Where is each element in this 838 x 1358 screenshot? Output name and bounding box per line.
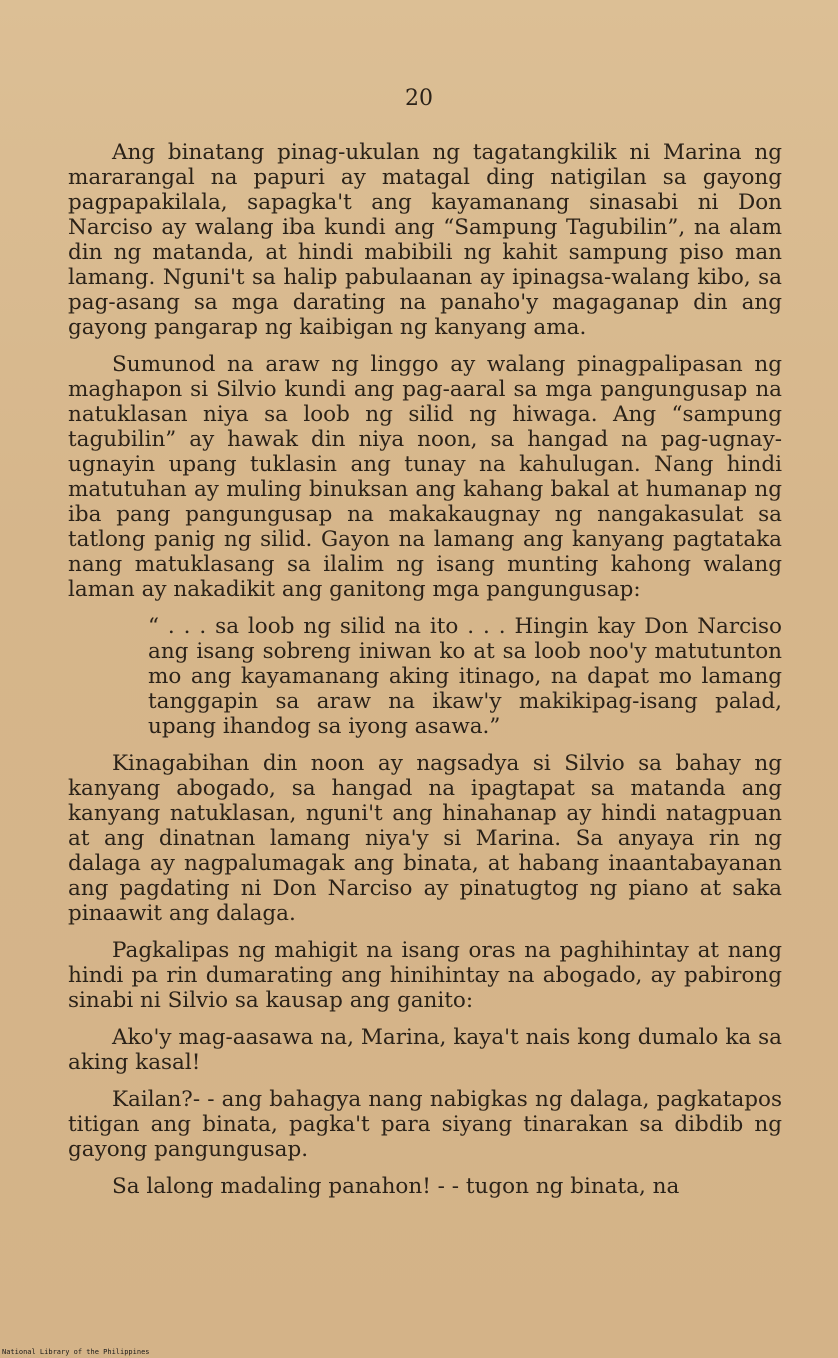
quoted-passage: “ . . . sa loob ng silid na ito . . . Hingin kay Don Narciso ang isang sobreng iniwan ko at sa loob noo'y matutunton mo ang kayamanang aking itinago, na dapat mo lamang tanggapin sa araw na ikaw'y makikipag-isang palad, upang ihandog sa iyong asawa.” — [148, 614, 782, 739]
paragraph: Kinagabihan din noon ay nagsadya si Silvio sa bahay ng kanyang abogado, sa hangad na ipagtapat sa matanda ang kanyang natuklasan, nguni't ang hinahanap ay hindi natagpuan at ang dinatnan lamang niya'y si Marina. Sa anyaya rin ng dalaga ay nagpalumagak ang binata, at habang inaantabayanan ang pagdating ni Don Narciso ay pinatugtog ng piano at saka pinaawit ang dalaga. — [68, 751, 782, 926]
paragraph: Pagkalipas ng mahigit na isang oras na paghihintay at nang hindi pa rin dumarating ang hinihintay na abogado, ay pabirong sinabi ni Silvio sa kausap ang ganito: — [68, 938, 782, 1013]
paragraph: Ang binatang pinag-ukulan ng tagatangkilik ni Marina ng mararangal na papuri ay matagal ding natigilan sa gayong pagpapakilala, sapagka't ang kayamanang sinasabi ni Don Narciso ay walang iba kundi ang “Sampung Tagubilin”, na alam din ng matanda, at hindi mabibili ng kahit sampung piso man lamang. Nguni't sa halip pabulaanan ay ipinagsa-walang kibo, sa pag-asang sa mga darating na panaho'y magaganap din ang gayong pangarap ng kaibigan ng kanyang ama. — [68, 140, 782, 340]
page-number: 20 — [405, 86, 433, 111]
library-footer: National Library of the Philippines — [2, 1348, 150, 1356]
paragraph: Sumunod na araw ng linggo ay walang pinagpalipasan ng maghapon si Silvio kundi ang pag-aaral sa mga pangungusap na natuklasan niya sa loob ng silid ng hiwaga. Ang “sampung tagubilin” ay hawak din niya noon, sa hangad na pag-ugnay-ugnayin upang tuklasin ang tunay na kahulugan. Nang hindi matutuhan ay muling binuksan ang kahang bakal at humanap ng iba pang pangungusap na makakaugnay ng nangakasulat sa tatlong panig ng silid. Gayon na lamang ang kanyang pagtataka nang matuklasang sa ilalim ng isang munting kahong walang laman ay nakadikit ang ganitong mga pangungusap: — [68, 352, 782, 602]
paragraph: Ako'y mag-aasawa na, Marina, kaya't nais kong dumalo ka sa aking kasal! — [68, 1025, 782, 1075]
body-text — [68, 140, 782, 1211]
paragraph: Sa lalong madaling panahon! - - tugon ng binata, na — [112, 1174, 680, 1199]
paragraph: Kailan?- - ang bahagya nang nabigkas ng dalaga, pagkatapos titigan ang binata, pagka't para siyang tinarakan sa dibdib ng gayong pangungusap. — [68, 1087, 782, 1162]
